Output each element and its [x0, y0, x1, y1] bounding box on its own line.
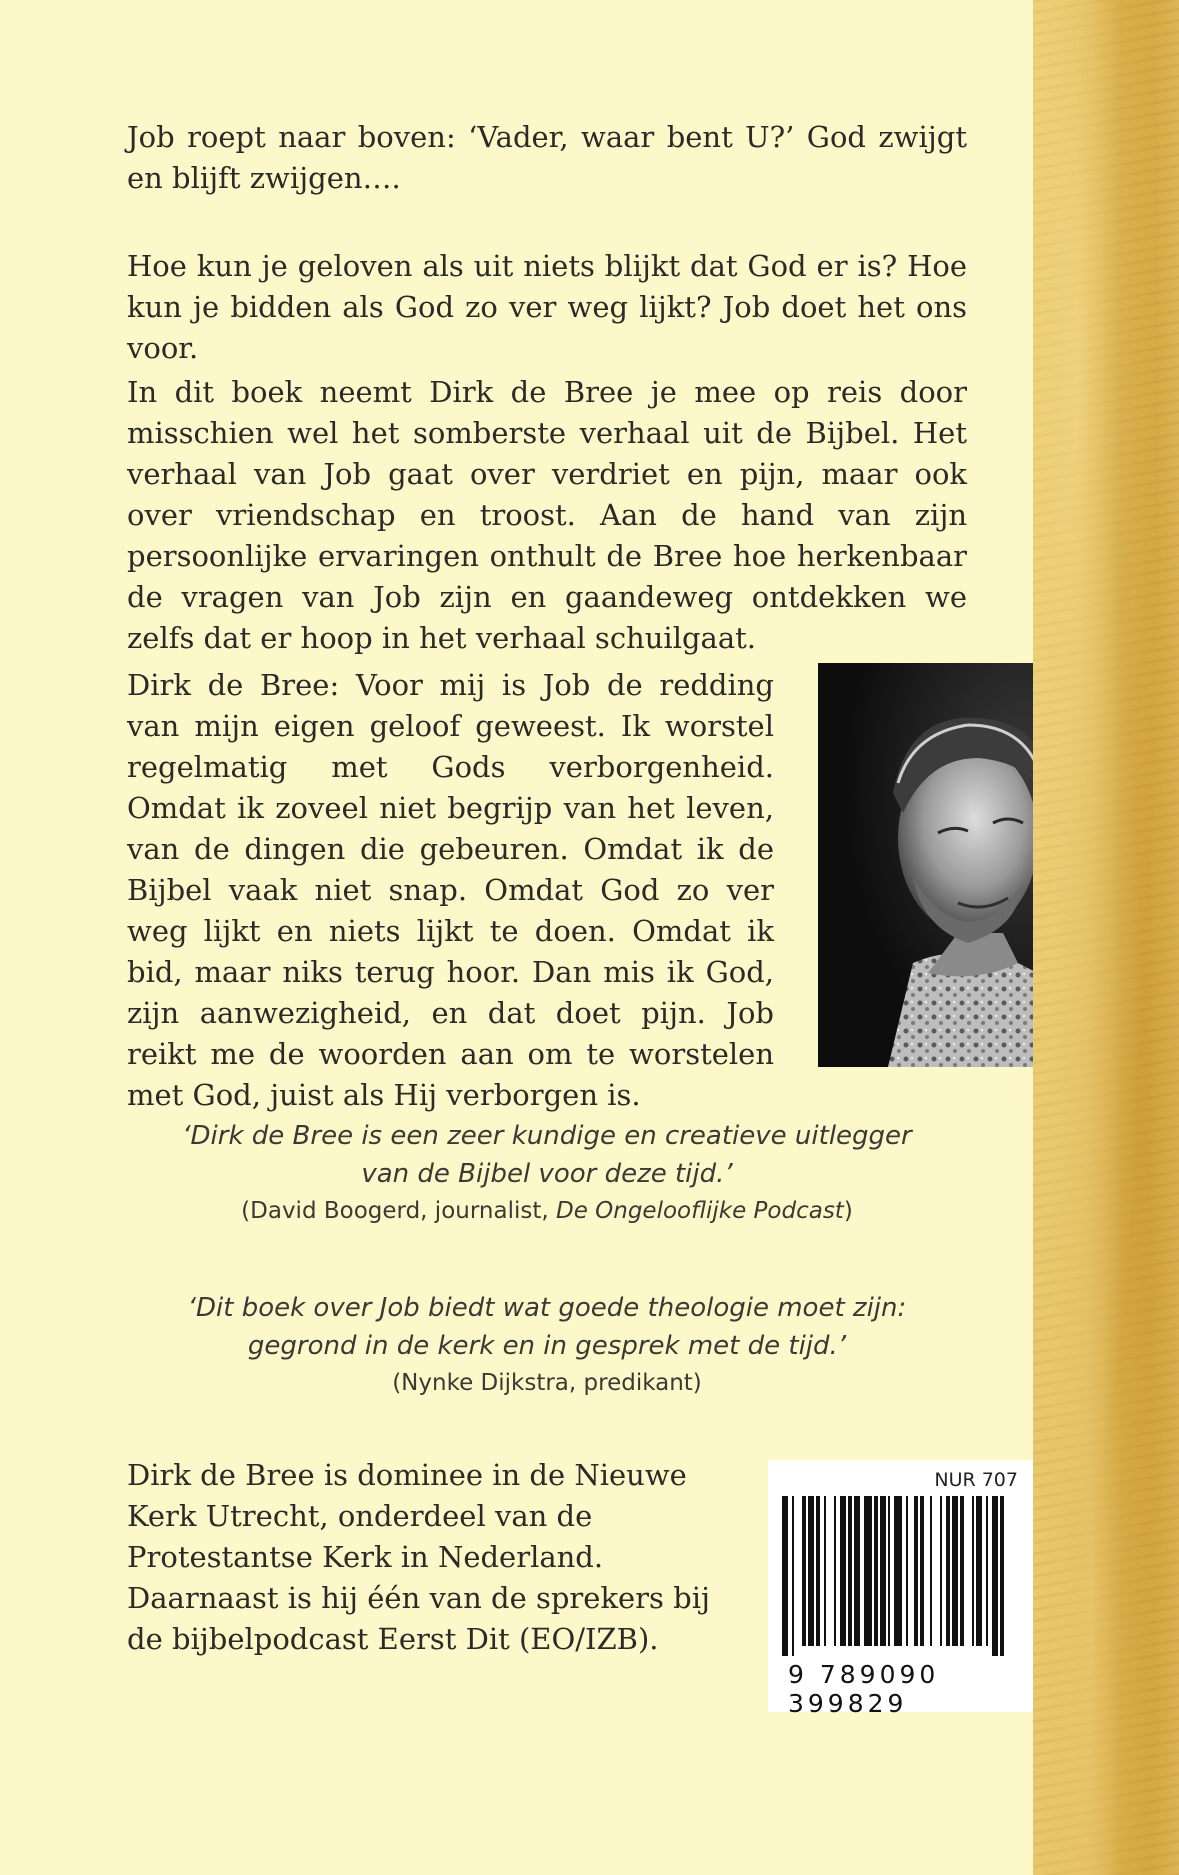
quote-credit: (Nynke Dijkstra, predikant) — [392, 1370, 702, 1396]
quote-line: gegrond in de kerk en in gesprek met de tijd.’ — [247, 1331, 847, 1361]
quote-line: ‘Dit boek over Job biedt wat goede theologie moet zijn: — [187, 1293, 907, 1323]
author-statement: Dirk de Bree: Voor mij is Job de redding van mijn eigen geloof geweest. Ik worstel regelmatig met Gods verborgenheid. Omdat ik zoveel niet begrijp van het leven, van de dingen die gebeuren. Omdat ik de Bijbel vaak niet snap. Omdat God zo ver weg lijkt en niets lijkt te doen. Omdat ik bid, maar niks terug hoor. Dan mis ik God, zijn aanwezigheid, en dat doet pijn. Job reikt me de woorden aan om te worstelen met God, juist als Hij verborgen is. — [127, 668, 774, 1112]
endorsement-quote-1 — [127, 1117, 967, 1229]
barcode-label — [768, 1460, 1070, 1718]
author-bio: Dirk de Bree is dominee in de Nieuwe Kerk Utrecht, onderdeel van de Protestantse Kerk in Nederland. Daarnaast is hij één van de sprekers bij de bijbelpodcast Eerst Dit (EO/IZB). — [127, 1458, 710, 1656]
cover-edge-texture — [1033, 0, 1179, 1875]
quote-credit: (David Boogerd, journalist, De Ongelooflijke Podcast) — [241, 1198, 853, 1224]
intro-paragraph-3: In dit boek neemt Dirk de Bree je mee op reis door misschien wel het somberste verhaal uit de Bijbel. Het verhaal van Job gaat over verdriet en pijn, maar ook over vriendschap en troost. Aan de hand van zijn persoonlijke ervaringen onthult de Bree hoe herkenbaar de vragen van Job zijn en gaandeweg ontdekken we zelfs dat er hoop in het verhaal schuilgaat. — [127, 375, 967, 655]
isbn-number: 9 789090 399829 — [788, 1660, 940, 1718]
intro-paragraph-1: Job roept naar boven: ‘Vader, waar bent U?’ God zwijgt en blijft zwijgen…. — [127, 120, 967, 195]
quote-line: ‘Dirk de Bree is een zeer kundige en creatieve uitlegger — [182, 1121, 912, 1151]
endorsement-quote-2 — [127, 1289, 967, 1401]
quote-line: van de Bijbel voor deze tijd.’ — [361, 1159, 733, 1189]
nur-code: NUR 707 — [934, 1469, 1018, 1491]
intro-paragraph-2: Hoe kun je geloven als uit niets blijkt dat God er is? Hoe kun je bidden als God zo ver weg lijkt? Job doet het ons voor. — [127, 249, 967, 365]
barcode-icon — [780, 1496, 1058, 1656]
